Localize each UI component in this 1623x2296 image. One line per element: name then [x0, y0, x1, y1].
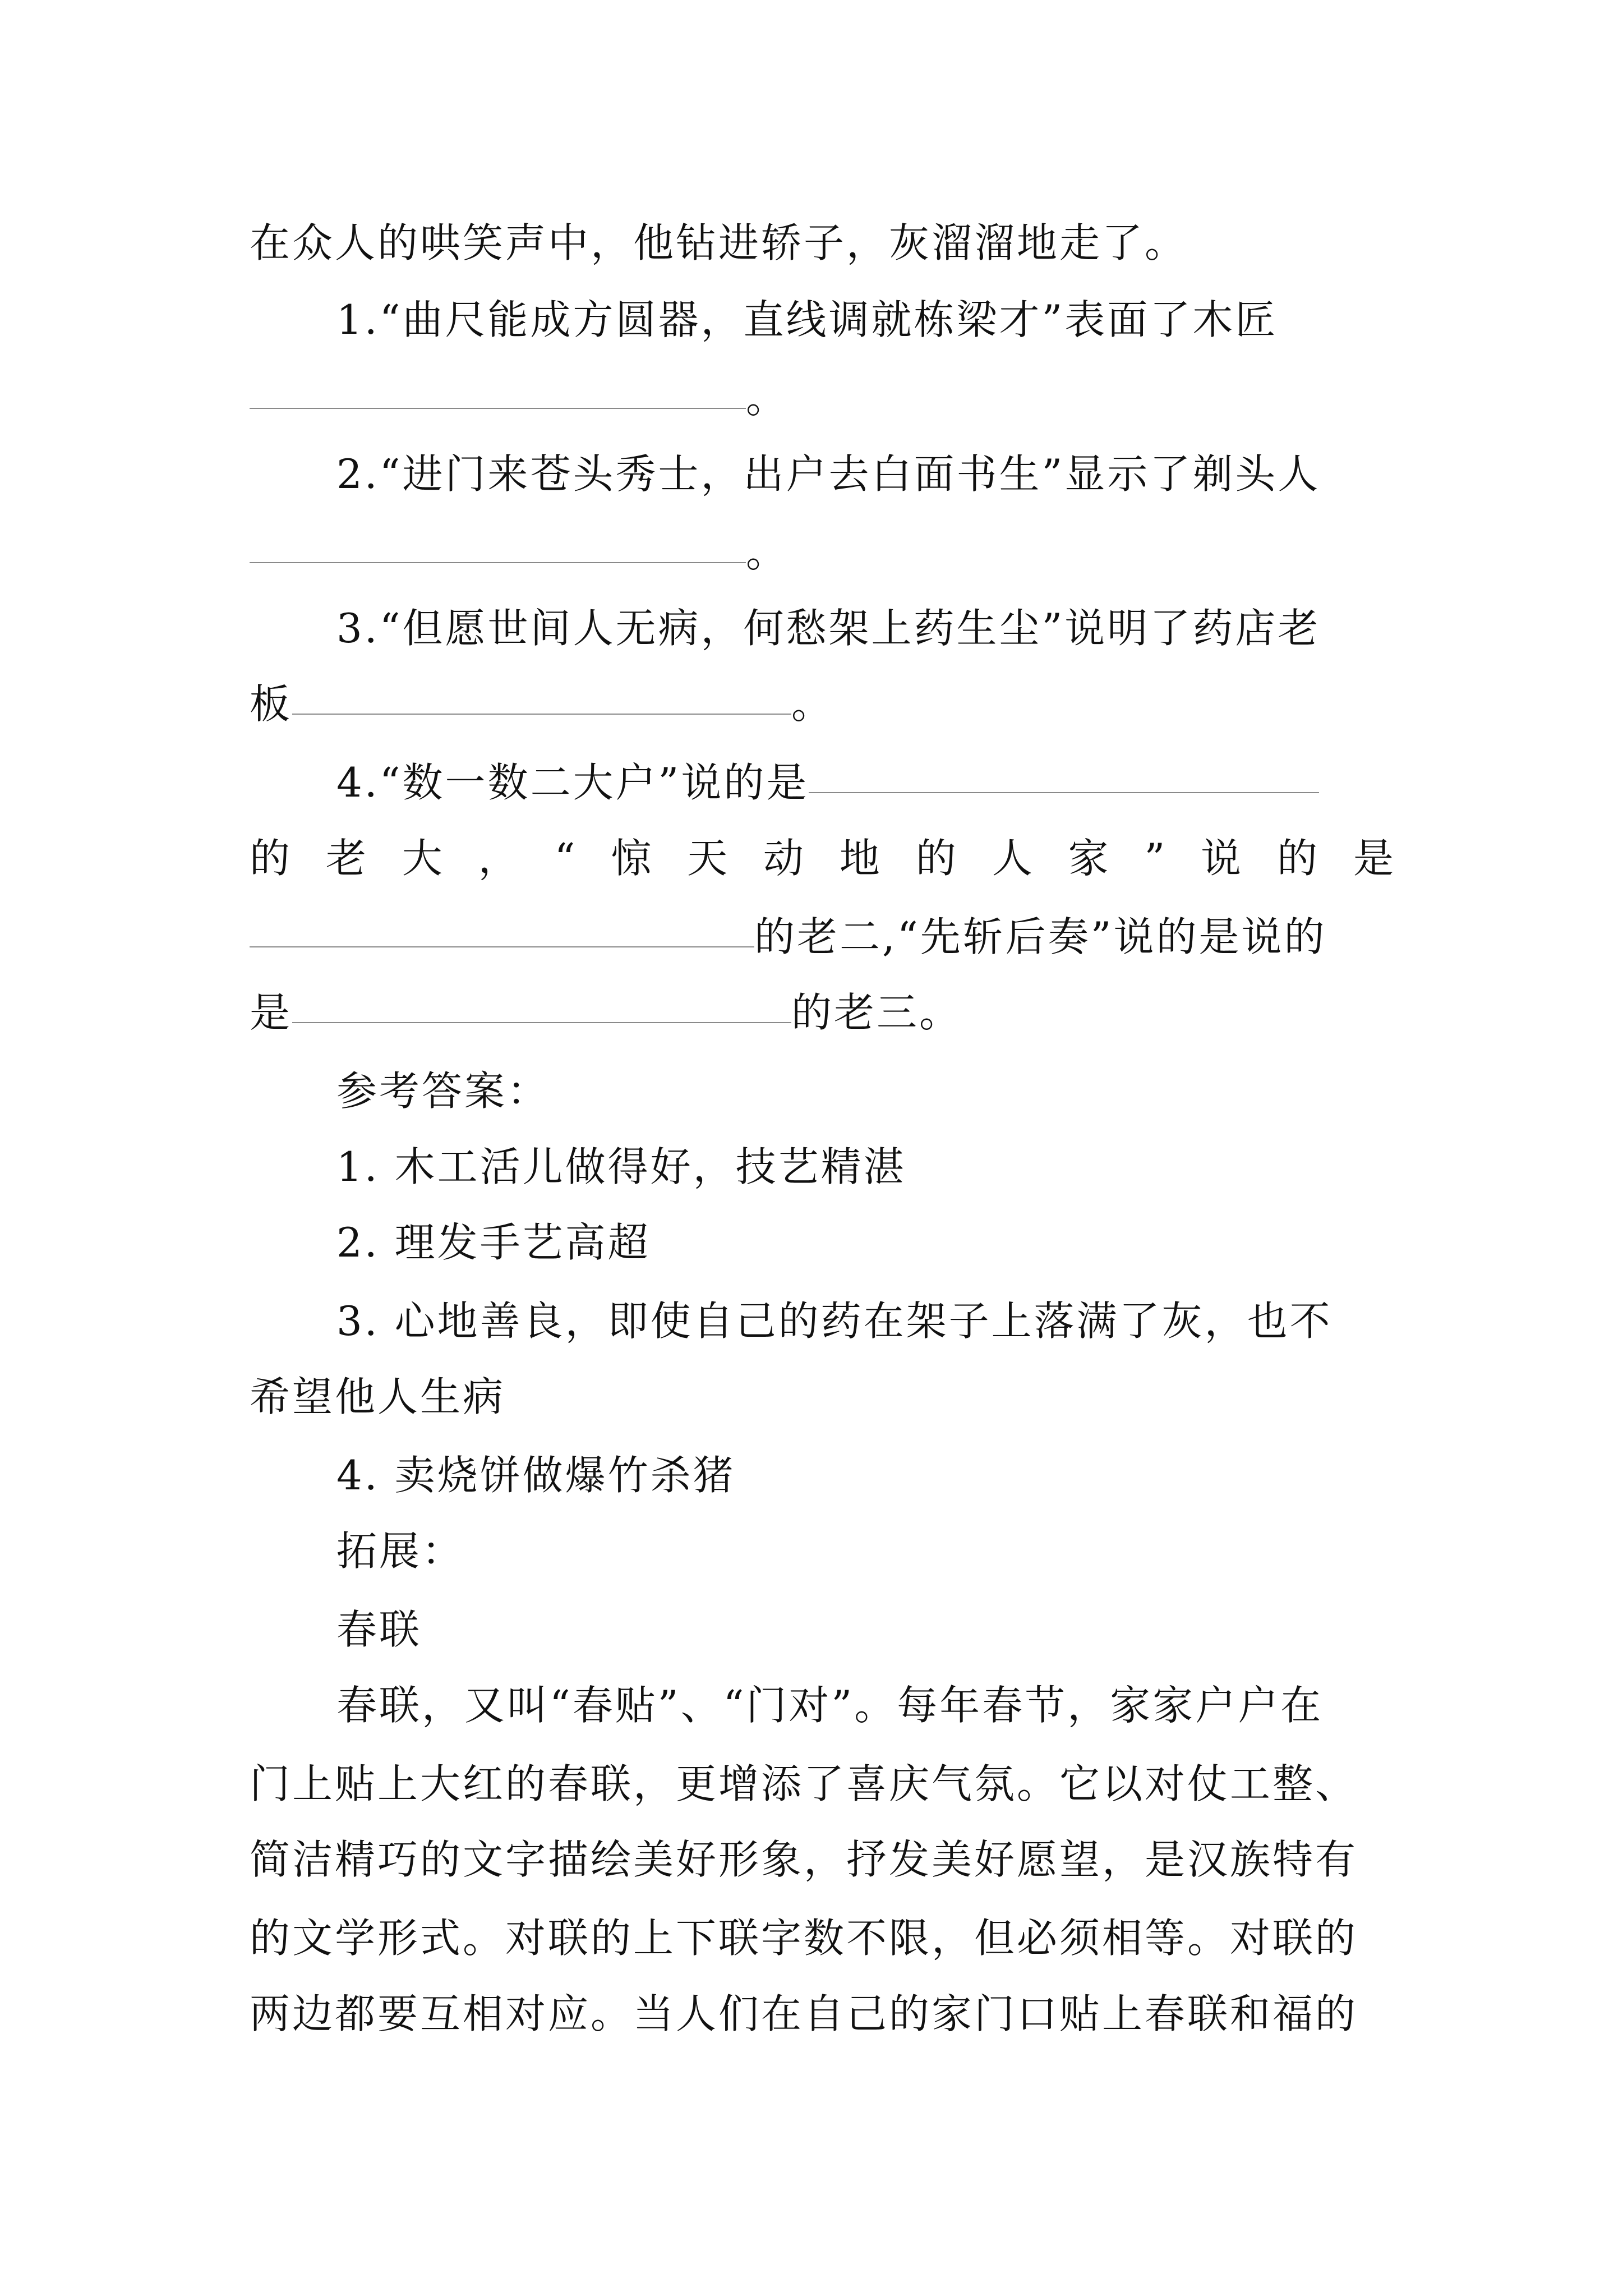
- extension-subheading: [336, 1599, 1394, 1660]
- answers-heading: [336, 1060, 1394, 1122]
- line-end: 的老二,“先斩后奏”说的是说的: [754, 913, 1327, 960]
- line-start: 是: [250, 989, 293, 1036]
- line-text: 在众人的哄笑声中，他钻进轿子，灰溜溜地走了。: [250, 219, 1188, 266]
- question-3-answer-line: [250, 673, 1394, 735]
- answer-2: [336, 1212, 1394, 1273]
- question-4-justified-line: [250, 827, 1394, 889]
- answer-blank[interactable]: [250, 407, 746, 409]
- answer-3-text: 3. 心地善良，即使自己的药在架子上落满了灰，也不: [336, 1297, 1332, 1345]
- question-2-text: 2.“进门来苍头秀士，出户去白面书生”显示了剃头人: [336, 450, 1321, 498]
- question-4: [336, 752, 1394, 813]
- question-2-answer-line: [250, 522, 1394, 583]
- answer-3-continued: [250, 1366, 1394, 1428]
- question-1-answer-line: [250, 367, 1394, 429]
- question-3: [336, 597, 1394, 659]
- paragraph-text: 简洁精巧的文字描绘美好形象，抒发美好愿望，是汉族特有: [250, 1836, 1358, 1883]
- answer-4-text: 4. 卖烧饼做爆竹杀猪: [336, 1452, 736, 1499]
- line-end: 。: [746, 375, 789, 422]
- answer-blank[interactable]: [250, 946, 754, 947]
- answer-1: [336, 1136, 1394, 1198]
- paragraph-text: 春联，又叫“春贴”、“门对”。每年春节，家家户户在: [336, 1682, 1324, 1729]
- answer-blank[interactable]: [292, 1022, 791, 1023]
- line-end: 的老三。: [791, 989, 962, 1036]
- line-end: 。: [746, 529, 789, 576]
- question-1-text: 1.“曲尺能成方圆器，直线调就栋梁才”表面了木匠: [336, 296, 1278, 343]
- extension-heading: [336, 1520, 1394, 1582]
- paragraph-text: 门上贴上大红的春联，更增添了喜庆气氛。它以对仗工整、: [250, 1760, 1358, 1807]
- char: 惊: [611, 835, 652, 882]
- char: “: [554, 835, 575, 882]
- line-start: 板: [250, 680, 293, 728]
- question-1: [336, 289, 1394, 351]
- answers-heading-text: 参考答案：: [336, 1068, 550, 1115]
- char: 大: [402, 835, 442, 882]
- char: 老: [325, 835, 366, 882]
- answer-4: [336, 1444, 1394, 1506]
- char: 说: [1201, 835, 1242, 882]
- line-end: 。: [791, 680, 834, 728]
- char: 天: [687, 835, 728, 882]
- extension-subheading-text: 春联: [336, 1606, 422, 1653]
- answer-3-text-continued: 希望他人生病: [250, 1373, 506, 1420]
- paragraph-line: [336, 1674, 1394, 1736]
- char: ，: [478, 835, 519, 882]
- answer-2-text: 2. 理发手艺高超: [336, 1219, 651, 1266]
- answer-3: [336, 1290, 1394, 1352]
- question-3-text: 3.“但愿世间人无病，何愁架上药生尘”说明了药店老: [336, 605, 1321, 652]
- answer-1-text: 1. 木工活儿做得好，技艺精湛: [336, 1143, 906, 1190]
- question-2: [336, 443, 1394, 505]
- text-line: [250, 212, 1394, 274]
- char: 地: [839, 835, 880, 882]
- paragraph-line: [250, 1907, 1394, 1969]
- char: 人: [992, 835, 1032, 882]
- char: 的: [915, 835, 956, 882]
- char: 家: [1068, 835, 1109, 882]
- answer-blank[interactable]: [809, 792, 1319, 793]
- extension-heading-text: 拓展：: [336, 1527, 465, 1575]
- paragraph-line: [250, 1753, 1394, 1815]
- answer-blank[interactable]: [292, 713, 791, 715]
- question-4-text: 4.“数一数二大户”说的是: [336, 759, 809, 806]
- question-4-line-3: [250, 906, 1394, 968]
- char: 是: [1353, 835, 1394, 882]
- char: 动: [763, 835, 804, 882]
- paragraph-text: 的文学形式。对联的上下联字数不限，但必须相等。对联的: [250, 1915, 1358, 1962]
- answer-blank[interactable]: [250, 562, 746, 563]
- char: 的: [1277, 835, 1318, 882]
- char: 的: [250, 835, 291, 882]
- paragraph-line: [250, 1829, 1394, 1890]
- char: ”: [1144, 835, 1165, 882]
- question-4-line-4: [250, 982, 1394, 1043]
- paragraph-text: 两边都要互相对应。当人们在自己的家门口贴上春联和福的: [250, 1990, 1358, 2037]
- paragraph-line: [250, 1983, 1394, 2045]
